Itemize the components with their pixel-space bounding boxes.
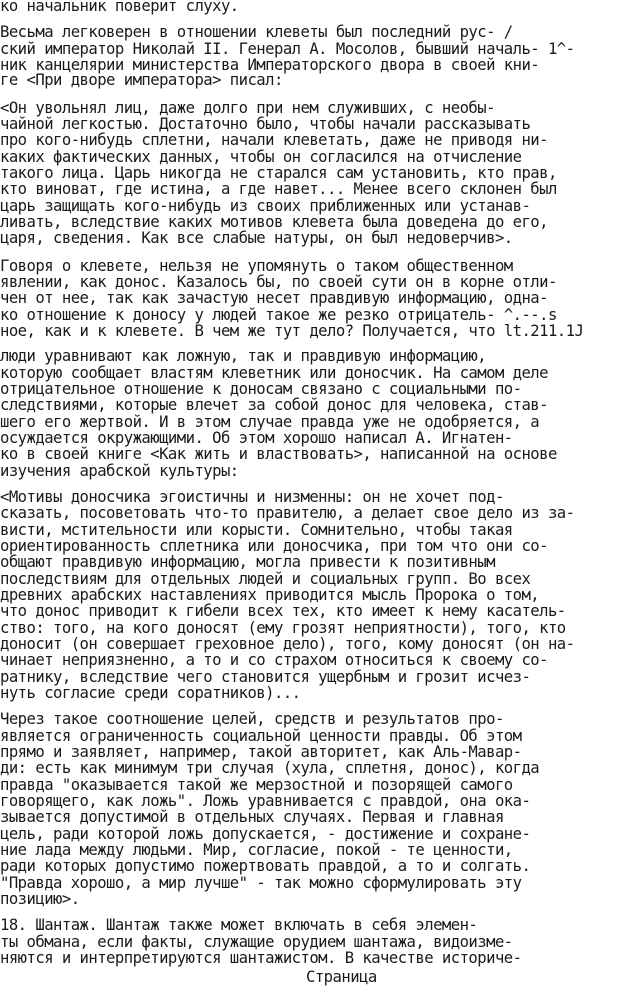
text-line: что донос приводит к гибели всех тех, кто имеет к нему касатель-	[0, 602, 566, 620]
text-line: общают правдивую информацию, могла привести к позитивным	[0, 553, 495, 571]
text-line: явлении, как донос. Казалось бы, по своей сути он в корне отли-	[0, 273, 557, 291]
text-line: ство: того, на кого доносят (ему грозят неприятности), того, кто	[0, 619, 566, 637]
text-line: ко в своей книге <Как жить и властвовать>, написанной на основе	[0, 445, 557, 463]
text-line: Весьма легковерен в отношении клеветы был последний рус- /	[0, 23, 513, 41]
text-line: является ограниченность социальной ценности правды. Об этом	[0, 727, 522, 745]
text-line: кто виноват, где истина, а где навет... Менее всего склонен был	[0, 180, 557, 198]
page-footer: Страница	[306, 968, 377, 986]
text-line: отрицательное отношение к доносам связано с социальными по-	[0, 380, 522, 398]
text-line: шего его жертвой. И в этом случае правда уже не одобряется, а	[0, 413, 540, 431]
text-line: царя, сведения. Как все слабые натуры, он был недоверчив>.	[0, 229, 513, 247]
text-line: древних арабских наставлениях приводится мысль Пророка о том,	[0, 586, 540, 604]
text-line: ник канцелярии министерства Императорского двора в своей кни-	[0, 56, 540, 74]
text-line: ко начальник поверит слуху.	[0, 0, 239, 15]
text-line: такого лица. Царь никогда не старался сам установить, кто прав,	[0, 164, 557, 182]
text-line: чайной легкостью. Достаточно было, чтобы начали рассказывать	[0, 115, 531, 133]
text-line: 18. Шантаж. Шантаж также может включать в себя элемен-	[0, 916, 478, 934]
text-line: Говоря о клевете, нельзя не упомянуть о таком общественном	[0, 257, 513, 275]
text-line: ге <При дворе императора> писал:	[0, 71, 283, 89]
text-line: ко отношение к доносу у людей такое же резко отрицатель- ^.--.s	[0, 306, 557, 324]
text-line: ратнику, вследствие чего становится ущербным и грозит исчез-	[0, 668, 531, 686]
text-line: доносит (он совершает греховное дело), того, кому доносят (он на-	[0, 635, 575, 653]
text-line: люди уравнивают как ложную, так и правдивую информацию,	[0, 347, 487, 365]
text-line: изучения арабской культуры:	[0, 462, 239, 480]
text-line: говорящего, как ложь". Ложь уравнивается с правдой, она ока-	[0, 792, 531, 810]
text-line: которую сообщает властям клеветник или доносчик. На самом деле	[0, 364, 548, 382]
text-line: ориентированность сплетника или доносчика, при том что они со-	[0, 537, 548, 555]
text-line: чен от нее, так как зачастую несет правдивую информацию, одна-	[0, 289, 548, 307]
text-line: следствиями, которые влечет за собой донос для человека, став-	[0, 396, 548, 414]
text-line: осуждается окружающими. Об этом хорошо написал А. Игнатен-	[0, 429, 513, 447]
text-line: царь защищать кого-нибудь из своих приближенных или устанав-	[0, 197, 531, 215]
text-line: нуть согласие среди соратников)...	[0, 684, 301, 702]
text-line: правда "оказывается такой же мерзостной и позорящей самого	[0, 776, 513, 794]
text-line: цель, ради которой ложь допускается, - достижение и сохране-	[0, 825, 531, 843]
text-line: Через такое соотношение целей, средств и результатов про-	[0, 710, 504, 728]
text-line: чинает неприязненно, а то и со страхом относиться к своему со-	[0, 651, 548, 669]
text-line: зывается допустимой в отдельных случаях. Первая и главная	[0, 808, 504, 826]
text-line: ты обмана, если факты, служащие орудием шантажа, видоизме-	[0, 933, 513, 951]
text-line: няются и интерпретируются шантажистом. В качестве историче-	[0, 949, 522, 967]
text-line: "Правда хорошо, а мир лучше" - так можно сформулировать эту	[0, 874, 522, 892]
text-line: ние лада между людьми. Мир, согласие, покой - те ценности,	[0, 841, 513, 859]
text-line: ский император Николай II. Генерал А. Мосолов, бывший началь- 1^-	[0, 40, 575, 58]
text-line: прямо и заявляет, например, такой авторитет, как Аль-Мавар-	[0, 743, 522, 761]
text-line: сказать, посоветовать что-то правителю, а делает свое дело из за-	[0, 504, 575, 522]
text-line: <Он увольнял лиц, даже долго при нем служивших, с необы-	[0, 99, 495, 117]
text-line: ливать, вследствие каких мотивов клевета была доведена до его,	[0, 213, 548, 231]
text-line: последствиям для отдельных людей и социальных групп. Во всех	[0, 570, 531, 588]
text-line: ное, как и к клевете. В чем же тут дело? Получается, что lt.211.1J	[0, 322, 584, 340]
text-line: позицию>.	[0, 890, 80, 908]
text-line: ради которых допустимо пожертвовать правдой, а то и солгать.	[0, 857, 531, 875]
text-line: про кого-нибудь сплетни, начали клеветать, даже не приводя ни-	[0, 131, 548, 149]
text-line: <Мотивы доносчика эгоистичны и низменны: он не хочет под-	[0, 488, 504, 506]
text-line: ди: есть как минимум три случая (хула, сплетня, донос), когда	[0, 759, 540, 777]
text-line: каких фактических данных, чтобы он согласился на отчисление	[0, 148, 522, 166]
text-line: висти, мстительности или корысти. Сомнительно, чтобы такая	[0, 521, 513, 539]
